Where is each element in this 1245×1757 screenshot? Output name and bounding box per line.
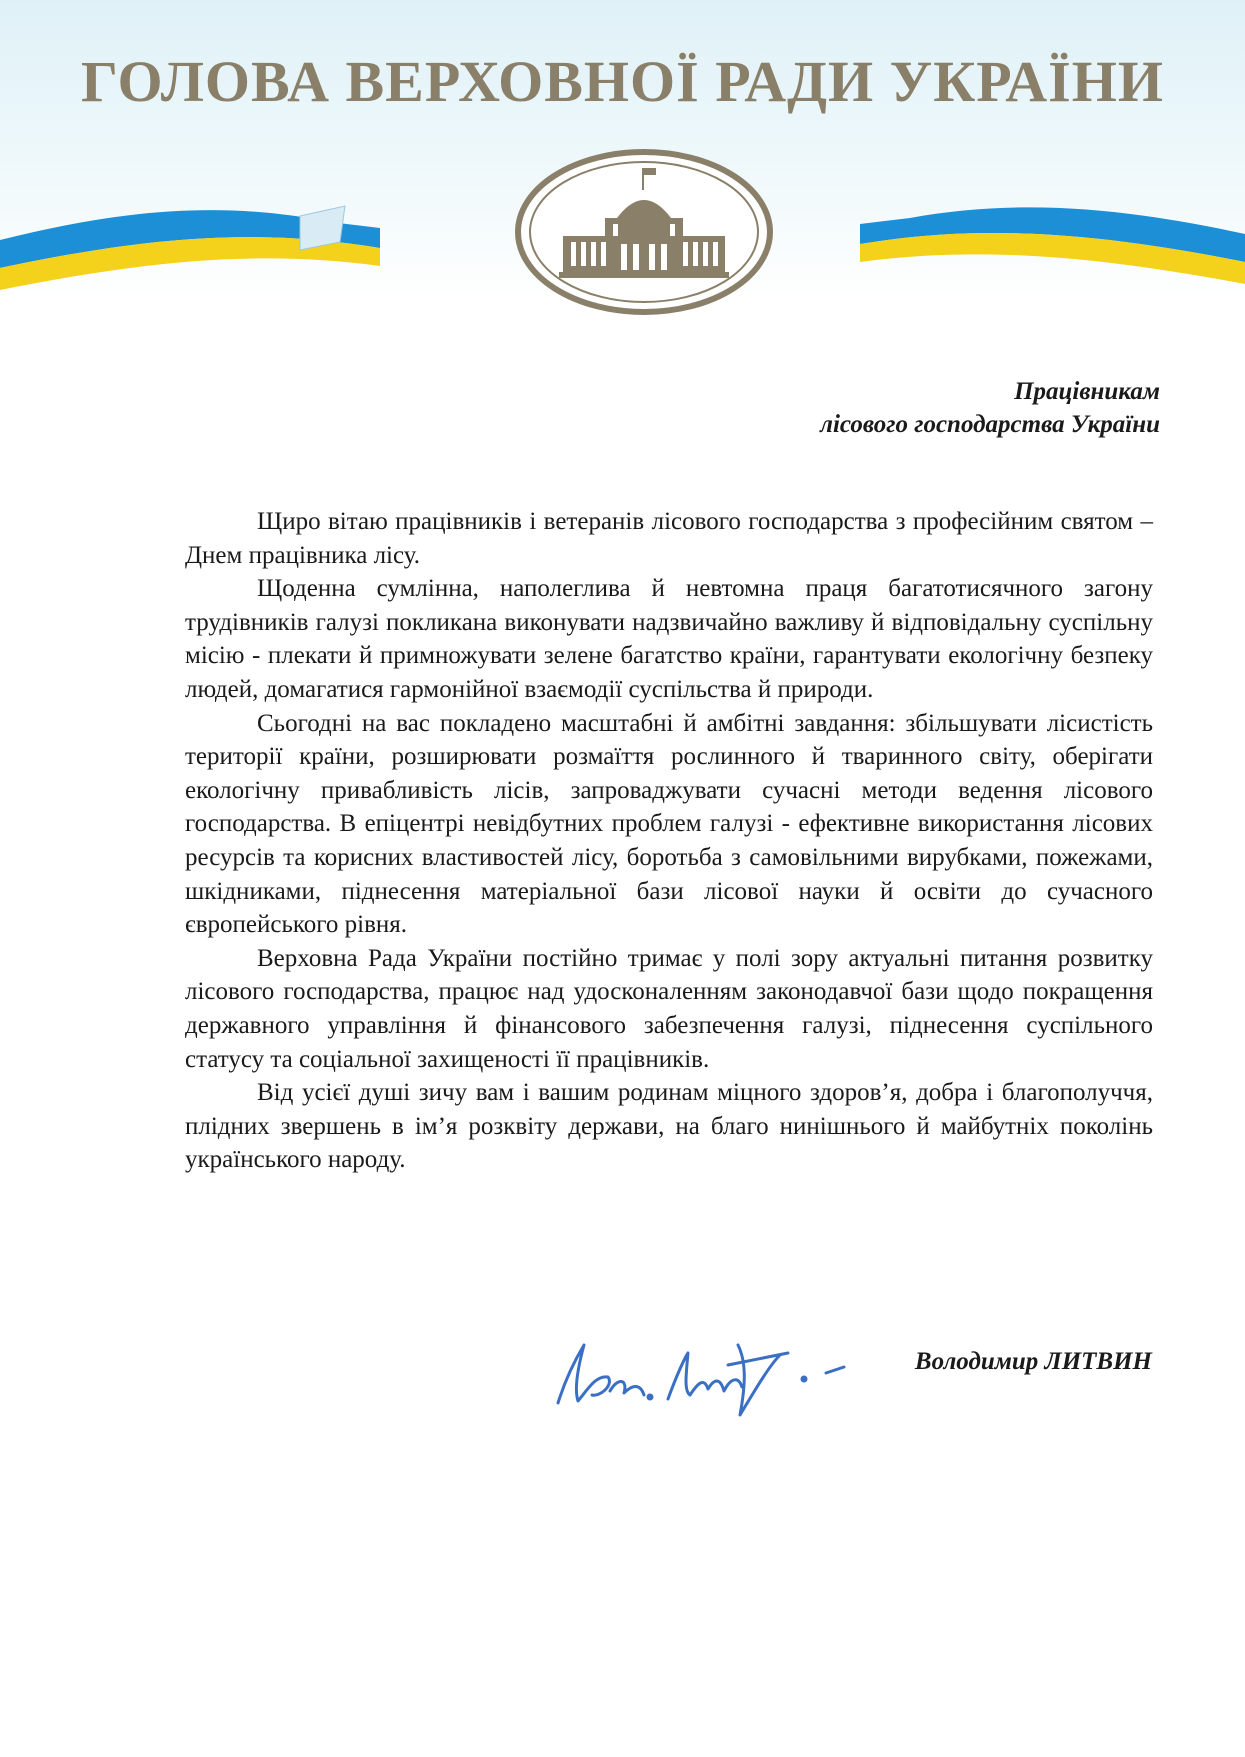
recipient-block [820,375,1160,441]
body-paragraph-1: Щиро вітаю працівників і ветеранів лісового господарства з професійним святом – Днем працівника лісу. [185,508,1153,569]
signer-name: Володимир ЛИТВИН [914,1348,1152,1375]
handwritten-signature [548,1305,848,1425]
recipient-line-2: лісового господарства України [820,411,1160,438]
parliament-building-icon [513,148,775,316]
body-paragraph-5: Від усієї душі зичу вам і вашим родинам міцного здоров’я, добра і благополуччя, плідних звершень в ім’я розквіту держави, на благо нинішнього й майбутніх поколінь українського народу. [185,1079,1153,1174]
body-paragraph-4: Верховна Рада України постійно тримає у полі зору актуальні питання розвитку лісового господарства, працює над удосконаленням законодавчої бази щодо покращення державного управління й фінансового забезпечення галузі, піднесення суспільного статусу та соціальної захищеності її працівників. [185,944,1153,1073]
body-paragraph-3: Сьогодні на вас покладено масштабні й амбітні завдання: збільшувати лісистість території країни, розширювати розмаїття рослинного й тваринного світу, оберігати екологічну привабливість лісів, запроваджувати сучасні методи ведення лісового господарства. В епіцентрі невідбутних проблем галузі - ефективне використання лісових ресурсів та корисних властивостей лісу, боротьба з самовільними вирубками, пожежами, шкідниками, піднесення матеріальної бази лісової науки й освіти до сучасного європейського рівня. [185,709,1153,939]
letterhead-title: ГОЛОВА ВЕРХОВНОЇ РАДИ УКРАЇНИ [81,49,1164,114]
recipient-line-1: Працівникам [1014,378,1160,405]
letter-body [185,505,1153,1177]
body-paragraph-2: Щоденна сумлінна, наполеглива й невтомна праця багатотисячного загону трудівників галузі покликана виконувати надзвичайно важливу й відповідальну суспільну місію - плекати й примножувати зелене багатство країни, гарантувати екологічну безпеку людей, домагатися гармонійної взаємодії суспільства й природи. [185,575,1153,703]
